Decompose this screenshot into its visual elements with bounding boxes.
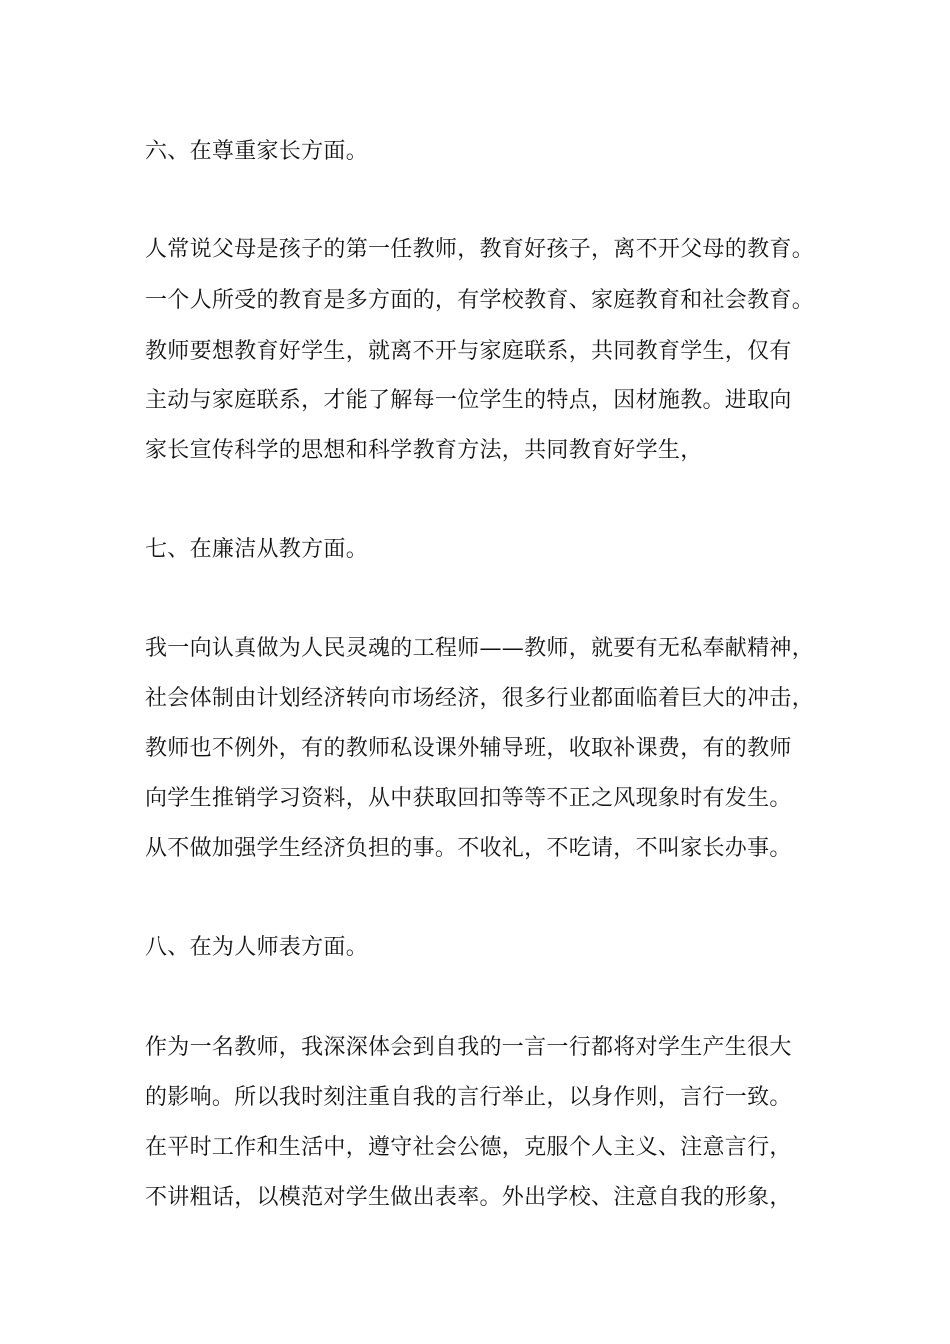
paragraph-line: 作为一名教师，我深深体会到自我的一言一行都将对学生产生很大 bbox=[145, 1035, 792, 1060]
paragraph-line: 社会体制由计划经济转向市场经济，很多行业都面临着巨大的冲击， bbox=[145, 686, 815, 711]
section-heading-7: 七、在廉洁从教方面。 bbox=[145, 537, 369, 562]
paragraph-line: 不讲粗话，以模范对学生做出表率。外出学校、注意自我的形象， bbox=[145, 1185, 792, 1210]
paragraph-line: 从不做加强学生经济负担的事。不收礼，不吃请，不叫家长办事。 bbox=[145, 836, 792, 861]
paragraph-line: 主动与家庭联系，才能了解每一位学生的特点，因材施教。进取向 bbox=[145, 388, 792, 413]
paragraph-line: 一个人所受的教育是多方面的，有学校教育、家庭教育和社会教育。 bbox=[145, 288, 815, 313]
paragraph-line: 在平时工作和生活中，遵守社会公德，克服个人主义、注意言行， bbox=[145, 1135, 792, 1160]
paragraph-line: 的影响。所以我时刻注重自我的言行举止，以身作则，言行一致。 bbox=[145, 1085, 792, 1110]
section-heading-8: 八、在为人师表方面。 bbox=[145, 935, 369, 960]
paragraph-line: 教师也不例外，有的教师私设课外辅导班，收取补课费，有的教师 bbox=[145, 736, 792, 761]
paragraph-line: 教师要想教育好学生，就离不开与家庭联系，共同教育学生，仅有 bbox=[145, 339, 792, 364]
paragraph-line: 向学生推销学习资料，从中获取回扣等等不正之风现象时有发生。 bbox=[145, 786, 792, 811]
section-heading-6: 六、在尊重家长方面。 bbox=[145, 139, 369, 164]
paragraph-line: 家长宣传科学的思想和科学教育方法，共同教育好学生， bbox=[145, 438, 703, 463]
paragraph-line: 我一向认真做为人民灵魂的工程师——教师，就要有无私奉献精神， bbox=[145, 636, 815, 661]
paragraph-line: 人常说父母是孩子的第一任教师，教育好孩子，离不开父母的教育。 bbox=[145, 237, 815, 262]
